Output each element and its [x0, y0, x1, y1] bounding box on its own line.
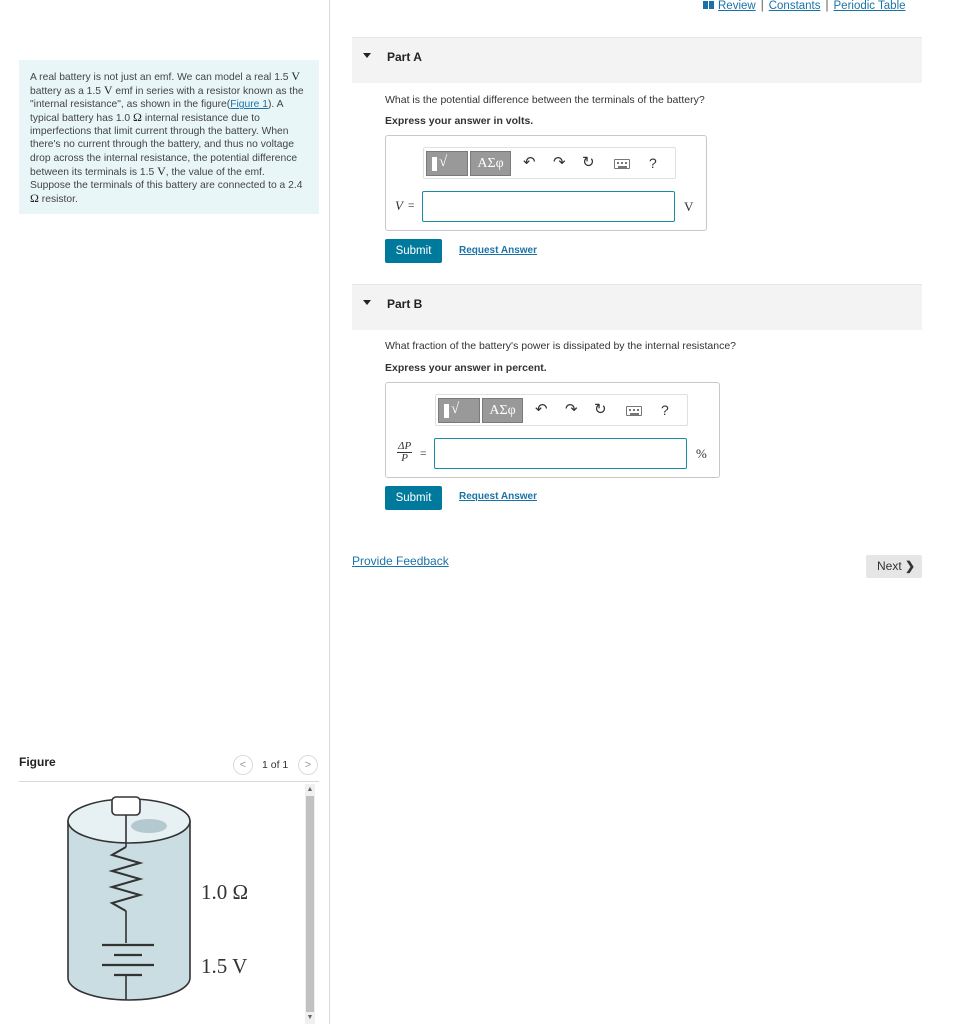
- intro-text: internal resistance due to imperfections that limit current through the battery. When there's no current through the battery, and thus no voltage drop across the internal resistance, the potential difference between its terminals is 1.5: [30, 113, 298, 178]
- unit-symbol: V: [157, 163, 166, 178]
- part-a-question: What is the potential difference between the terminals of the battery?: [385, 94, 705, 106]
- fraction-numerator: ΔP: [398, 440, 412, 452]
- figure-title: Figure: [19, 755, 56, 769]
- figure-pager-count: 1 of 1: [262, 759, 289, 771]
- part-a-answer-box: [385, 135, 707, 231]
- provide-feedback-link[interactable]: Provide Feedback: [352, 554, 449, 568]
- part-b-question: What fraction of the battery's power is dissipated by the internal resistance?: [385, 340, 737, 352]
- figure-scrollbar[interactable]: [305, 784, 315, 1024]
- part-b-request-answer-link[interactable]: Request Answer: [459, 491, 537, 502]
- part-b-variable: [397, 441, 412, 464]
- unit-symbol: Ω: [30, 190, 39, 205]
- help-icon[interactable]: ?: [661, 402, 669, 418]
- part-b-submit-button[interactable]: Submit: [385, 486, 442, 510]
- resistance-label: 1.0 Ω: [201, 880, 249, 904]
- problem-intro: [19, 60, 319, 214]
- part-b-math-toolbar: [435, 394, 688, 426]
- intro-text: A real battery is not just an emf. We can model a real 1.5: [30, 72, 292, 83]
- left-panel: [0, 0, 330, 1024]
- part-a-submit-button[interactable]: Submit: [385, 239, 442, 263]
- part-b-instruction: Express your answer in percent.: [385, 362, 547, 374]
- part-a-unit: V: [684, 199, 694, 214]
- next-button[interactable]: [866, 555, 922, 578]
- equals-sign: =: [408, 200, 415, 212]
- scroll-thumb[interactable]: [306, 796, 314, 1012]
- part-b-header[interactable]: [352, 284, 922, 330]
- scroll-up-icon[interactable]: ▲: [306, 786, 314, 793]
- battery-terminal: [112, 797, 140, 815]
- undo-icon[interactable]: ↶: [535, 401, 548, 418]
- part-a-header[interactable]: [352, 37, 922, 83]
- help-icon[interactable]: ?: [649, 155, 657, 171]
- keyboard-icon[interactable]: [626, 406, 642, 416]
- intro-text: , the value of the emf. Suppose the terminals of this battery are connected to a 2.4: [30, 166, 303, 191]
- scroll-down-icon[interactable]: ▼: [306, 1014, 314, 1021]
- part-a-instruction: Express your answer in volts.: [385, 115, 534, 127]
- battery-top-shade: [131, 819, 167, 833]
- chevron-right-icon: ❯: [905, 559, 916, 573]
- chevron-right-icon[interactable]: >: [298, 755, 318, 775]
- separator: |: [760, 0, 764, 12]
- caret-down-icon[interactable]: [363, 53, 371, 58]
- reset-icon[interactable]: ↻: [594, 401, 607, 418]
- part-a-math-toolbar: [423, 147, 676, 179]
- battery-body: [68, 821, 190, 1000]
- intro-text: ). A typical battery has 1.0: [30, 99, 283, 125]
- part-a-answer-input[interactable]: [422, 191, 675, 222]
- book-icon: [703, 0, 715, 8]
- templates-button[interactable]: √: [426, 151, 468, 176]
- caret-down-icon[interactable]: [363, 300, 371, 305]
- keyboard-icon[interactable]: [614, 159, 630, 169]
- battery-figure: [64, 793, 194, 1008]
- intro-text: emf in series with a resistor known as the "internal resistance", as shown in the figure(: [30, 86, 304, 111]
- templates-button[interactable]: √: [438, 398, 480, 423]
- top-links: [703, 0, 906, 12]
- figure-link[interactable]: Figure 1: [230, 99, 268, 111]
- part-a-variable: V: [395, 198, 403, 213]
- separator: |: [825, 0, 829, 12]
- greek-symbols-button[interactable]: ΑΣφ: [470, 151, 511, 176]
- part-b-unit: %: [696, 446, 707, 461]
- unit-symbol: V: [291, 69, 301, 83]
- emf-label: 1.5 V: [201, 954, 248, 978]
- part-b-answer-box: [385, 382, 720, 478]
- part-b-title: Part B: [387, 297, 423, 311]
- undo-icon[interactable]: ↶: [523, 154, 536, 171]
- fraction-denominator: P: [401, 452, 408, 464]
- redo-icon[interactable]: ↷: [565, 401, 578, 418]
- unit-symbol: Ω: [133, 110, 142, 125]
- chevron-left-icon[interactable]: <: [233, 755, 253, 775]
- intro-text: resistor.: [38, 193, 78, 205]
- review-link[interactable]: Review: [718, 0, 756, 12]
- part-b-answer-input[interactable]: [434, 438, 687, 469]
- next-label: Next: [877, 559, 902, 573]
- part-a-request-answer-link[interactable]: Request Answer: [459, 245, 537, 256]
- reset-icon[interactable]: ↻: [582, 154, 595, 171]
- unit-symbol: V: [103, 83, 113, 98]
- part-a-title: Part A: [387, 50, 422, 64]
- figure-header: [19, 750, 319, 782]
- greek-symbols-button[interactable]: ΑΣφ: [482, 398, 523, 423]
- equals-sign: =: [420, 448, 427, 460]
- periodic-table-link[interactable]: Periodic Table: [833, 0, 906, 12]
- redo-icon[interactable]: ↷: [553, 154, 566, 171]
- constants-link[interactable]: Constants: [768, 0, 821, 12]
- intro-text: battery as a 1.5: [30, 86, 104, 98]
